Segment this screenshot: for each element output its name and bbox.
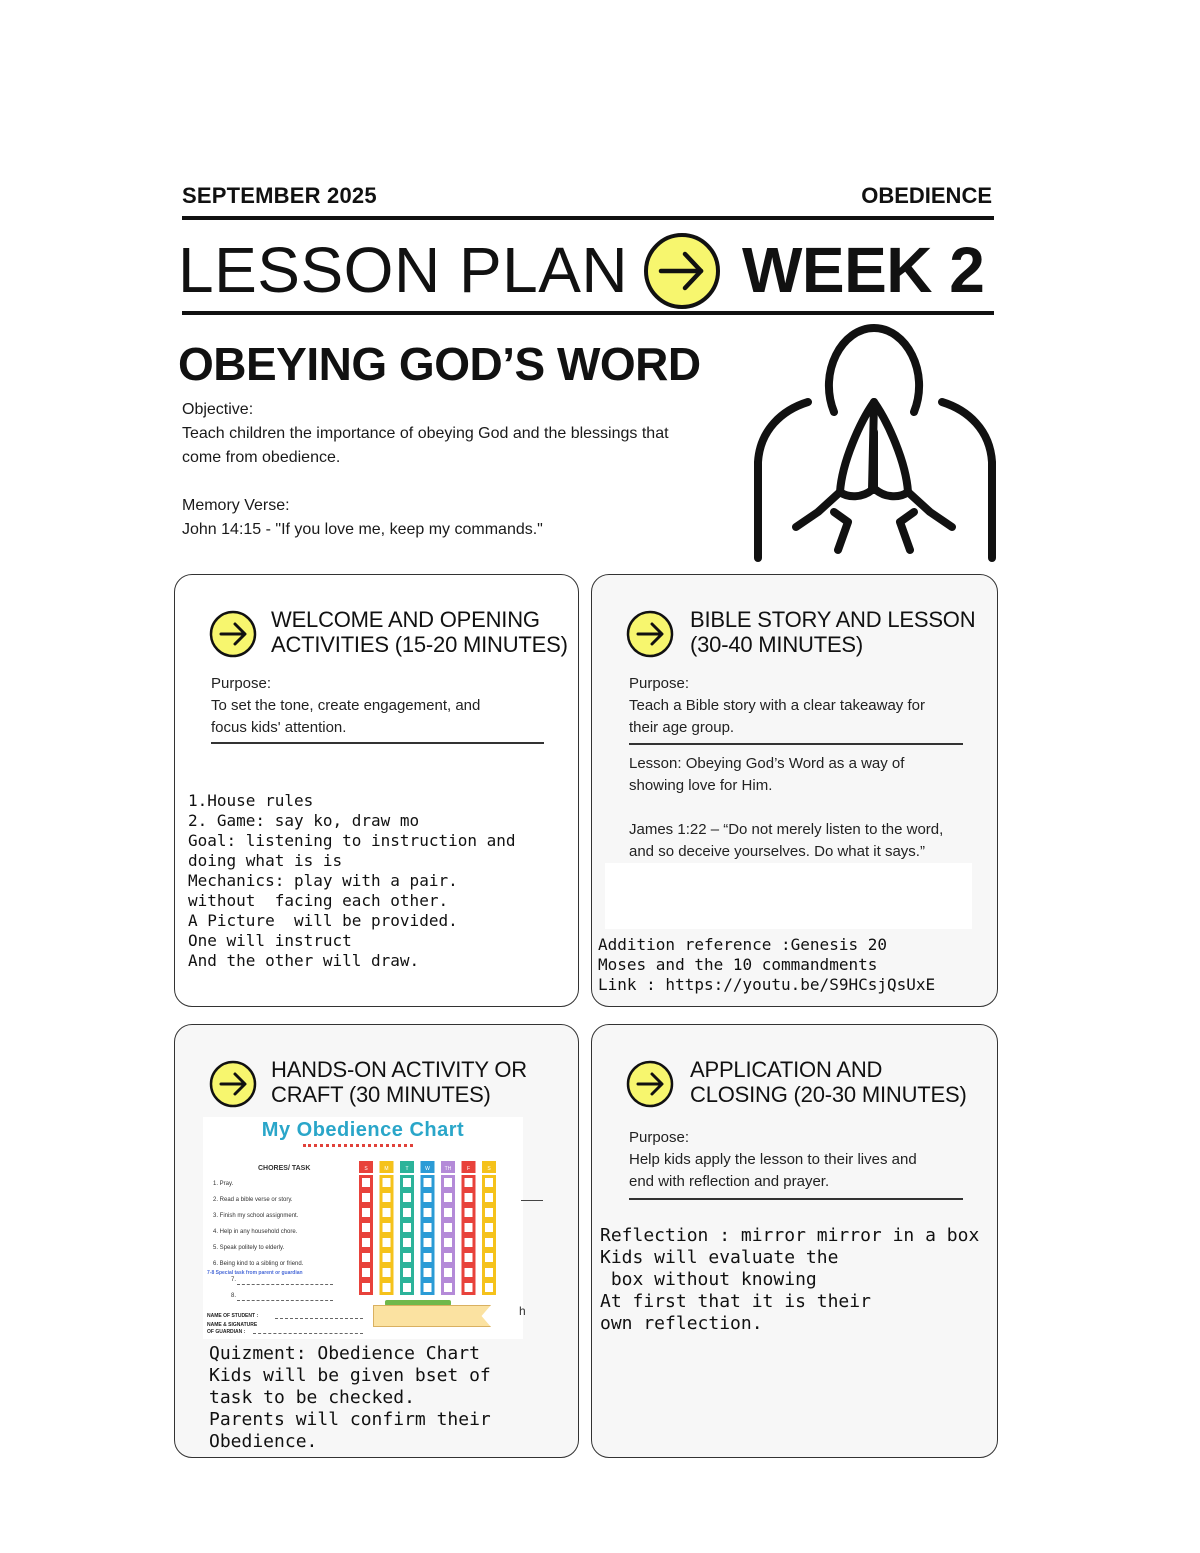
day-letter: TH — [444, 1166, 452, 1172]
checkbox — [485, 1283, 493, 1292]
checkbox — [444, 1178, 452, 1187]
arrow-right-icon — [209, 610, 257, 658]
purpose-label: Purpose: — [629, 675, 690, 692]
chore-item: 6. Being kind to a sibling or friend. — [213, 1261, 304, 1267]
checkbox — [424, 1238, 432, 1247]
guardian-label: OF GUARDIAN : — [207, 1329, 246, 1335]
lesson-summary — [629, 753, 904, 797]
checkbox — [424, 1253, 432, 1262]
checkbox — [424, 1268, 432, 1277]
purpose-block — [211, 673, 551, 739]
praying-person-icon — [752, 322, 998, 562]
chore-item: 5. Speak politely to elderly. — [213, 1245, 285, 1251]
divider — [211, 742, 544, 744]
checkbox — [362, 1268, 370, 1277]
checkbox — [485, 1193, 493, 1202]
purpose-block — [629, 673, 969, 739]
objective-label: Objective: — [182, 401, 254, 418]
memory-verse-label: Memory Verse: — [182, 497, 290, 514]
checkbox — [383, 1268, 391, 1277]
card-heading-line: BIBLE STORY AND LESSON — [690, 607, 976, 632]
card-heading-line: ACTIVITIES (15-20 MINUTES) — [271, 632, 568, 657]
checkbox — [444, 1268, 452, 1277]
welcome-notes: 1.House rules 2. Game: say ko, draw mo Goal: listening to instruction and doing what is is Mechanics: play with a pair. without facing each other. A Picture will be provided. One will instruct And the other will draw. — [188, 791, 516, 970]
craft-notes: Quizment: Obedience Chart Kids will be given bset of task to be checked. Parents will confirm their Obedience. — [209, 1343, 491, 1452]
checkbox — [383, 1283, 391, 1292]
divider — [629, 743, 963, 745]
blank-line — [237, 1300, 333, 1301]
checkbox — [403, 1223, 411, 1232]
checkbox — [403, 1268, 411, 1277]
decorative-dots — [303, 1144, 413, 1147]
checkbox — [383, 1223, 391, 1232]
purpose-text: To set the tone, create engagement, and — [211, 697, 481, 714]
purpose-block — [629, 1127, 969, 1193]
checkbox — [485, 1253, 493, 1262]
checkbox — [485, 1238, 493, 1247]
checkbox — [465, 1208, 473, 1217]
month-label: SEPTEMBER 2025 — [182, 183, 377, 208]
checkbox — [383, 1178, 391, 1187]
lesson-text: showing love for Him. — [629, 777, 773, 794]
checkbox — [362, 1223, 370, 1232]
day-letter: W — [425, 1166, 430, 1172]
checkbox — [383, 1193, 391, 1202]
chores-header: CHORES/ TASK — [258, 1165, 311, 1172]
chore-item: 3. Finish my school assignment. — [213, 1213, 299, 1219]
checkbox — [444, 1253, 452, 1262]
verse-text: and so deceive yourselves. Do what it says.” — [629, 843, 925, 860]
checkbox — [465, 1178, 473, 1187]
theme-label: OBEDIENCE — [861, 183, 992, 208]
day-letter: T — [405, 1166, 409, 1172]
chore-item: 2. Read a bible verse or story. — [213, 1197, 293, 1203]
checkbox — [362, 1238, 370, 1247]
checkbox — [424, 1223, 432, 1232]
checkbox-grid — [359, 1161, 499, 1301]
craft-activity-card — [174, 1024, 579, 1458]
day-letter: F — [466, 1166, 471, 1172]
checkbox — [403, 1253, 411, 1262]
card-heading — [690, 607, 975, 657]
purpose-label: Purpose: — [629, 1129, 690, 1146]
day-letter: S — [487, 1166, 491, 1172]
chart-title: My Obedience Chart — [261, 1119, 465, 1141]
blank-item: 7. — [231, 1277, 237, 1283]
checkbox — [383, 1238, 391, 1247]
blank-item: 8. — [231, 1293, 237, 1299]
card-heading-line: HANDS-ON ACTIVITY OR — [271, 1057, 527, 1082]
checkbox — [465, 1193, 473, 1202]
purpose-text: end with reflection and prayer. — [629, 1173, 830, 1190]
obedience-chart-image — [203, 1117, 523, 1339]
application-notes: Reflection : mirror mirror in a box Kids will evaluate the box without knowing At first that it is their own reflection. — [600, 1225, 980, 1334]
purpose-label: Purpose: — [211, 675, 272, 692]
checkbox — [403, 1193, 411, 1202]
memory-verse-text: John 14:15 - "If you love me, keep my commands." — [182, 521, 543, 538]
day-letter: S — [364, 1166, 368, 1172]
page-title: LESSON PLAN — [178, 234, 629, 306]
checkbox — [403, 1208, 411, 1217]
stray-letter: h — [519, 1304, 526, 1318]
card-heading-line: CLOSING (20-30 MINUTES) — [690, 1082, 967, 1107]
checkbox — [485, 1223, 493, 1232]
checkbox — [424, 1193, 432, 1202]
welcome-activities-card — [174, 574, 579, 1007]
checkbox — [362, 1253, 370, 1262]
purpose-text: Help kids apply the lesson to their lives and — [629, 1151, 917, 1168]
special-task-label: 7-8 Special task from parent or guardian — [207, 1270, 303, 1276]
card-heading-line: CRAFT (30 MINUTES) — [271, 1082, 491, 1107]
checkbox — [485, 1268, 493, 1277]
checkbox — [444, 1193, 452, 1202]
application-closing-card — [591, 1024, 998, 1458]
checkbox — [424, 1208, 432, 1217]
blank-line — [237, 1284, 333, 1285]
title-divider — [182, 311, 994, 315]
bible-notes: Addition reference :Genesis 20 Moses and the 10 commandments Link : https://youtu.be/S9HCsjQsUxE — [598, 935, 936, 994]
card-heading-line: APPLICATION AND — [690, 1057, 883, 1082]
lesson-title: OBEYING GOD’S WORD — [178, 338, 701, 390]
checkbox — [444, 1283, 452, 1292]
objective-text-1: Teach children the importance of obeying God and the blessings that — [182, 425, 669, 442]
card-heading — [271, 607, 568, 657]
purpose-text: focus kids' attention. — [211, 719, 347, 736]
lesson-text: Lesson: Obeying God’s Word as a way of — [629, 755, 905, 772]
arrow-right-icon — [209, 1060, 257, 1108]
checkbox — [403, 1178, 411, 1187]
checkbox — [485, 1178, 493, 1187]
day-letter: M — [384, 1166, 389, 1172]
guardian-label: NAME & SIGNATURE — [207, 1322, 258, 1328]
arrow-right-icon — [643, 232, 721, 310]
checkbox — [444, 1208, 452, 1217]
chore-item: 1. Pray. — [213, 1181, 234, 1187]
checkbox — [465, 1268, 473, 1277]
checkbox — [403, 1238, 411, 1247]
bible-verse — [629, 819, 943, 863]
checkbox — [362, 1283, 370, 1292]
objective-block — [182, 398, 742, 542]
blank-area — [605, 863, 972, 929]
checkbox — [424, 1283, 432, 1292]
checkbox — [465, 1238, 473, 1247]
verse-text: James 1:22 – “Do not merely listen to the word, — [629, 821, 944, 838]
chore-item: 4. Help in any household chore. — [213, 1229, 298, 1235]
card-heading-line: (30-40 MINUTES) — [690, 632, 864, 657]
checkbox — [444, 1223, 452, 1232]
blank-line — [253, 1333, 363, 1334]
divider — [629, 1198, 963, 1200]
stray-line — [521, 1200, 543, 1201]
checkbox — [362, 1178, 370, 1187]
card-heading-line: WELCOME AND OPENING — [271, 607, 540, 632]
card-heading — [690, 1057, 967, 1107]
guardian-remarks-banner — [373, 1305, 491, 1327]
blank-line — [275, 1318, 363, 1319]
checkbox — [485, 1208, 493, 1217]
student-name-label: NAME OF STUDENT : — [207, 1313, 259, 1319]
checkbox — [424, 1178, 432, 1187]
top-divider — [182, 216, 994, 220]
week-label: WEEK 2 — [742, 234, 985, 306]
arrow-right-icon — [626, 610, 674, 658]
checkbox — [383, 1253, 391, 1262]
checkbox — [362, 1208, 370, 1217]
checkbox — [403, 1283, 411, 1292]
objective-text-2: come from obedience. — [182, 449, 341, 466]
checkbox — [465, 1223, 473, 1232]
card-heading — [271, 1057, 527, 1107]
checkbox — [362, 1193, 370, 1202]
checkbox — [444, 1238, 452, 1247]
purpose-text: Teach a Bible story with a clear takeaway for — [629, 697, 925, 714]
checkbox — [465, 1253, 473, 1262]
bible-story-card — [591, 574, 998, 1007]
checkbox — [383, 1208, 391, 1217]
purpose-text: their age group. — [629, 719, 735, 736]
checkbox — [465, 1283, 473, 1292]
arrow-right-icon — [626, 1060, 674, 1108]
